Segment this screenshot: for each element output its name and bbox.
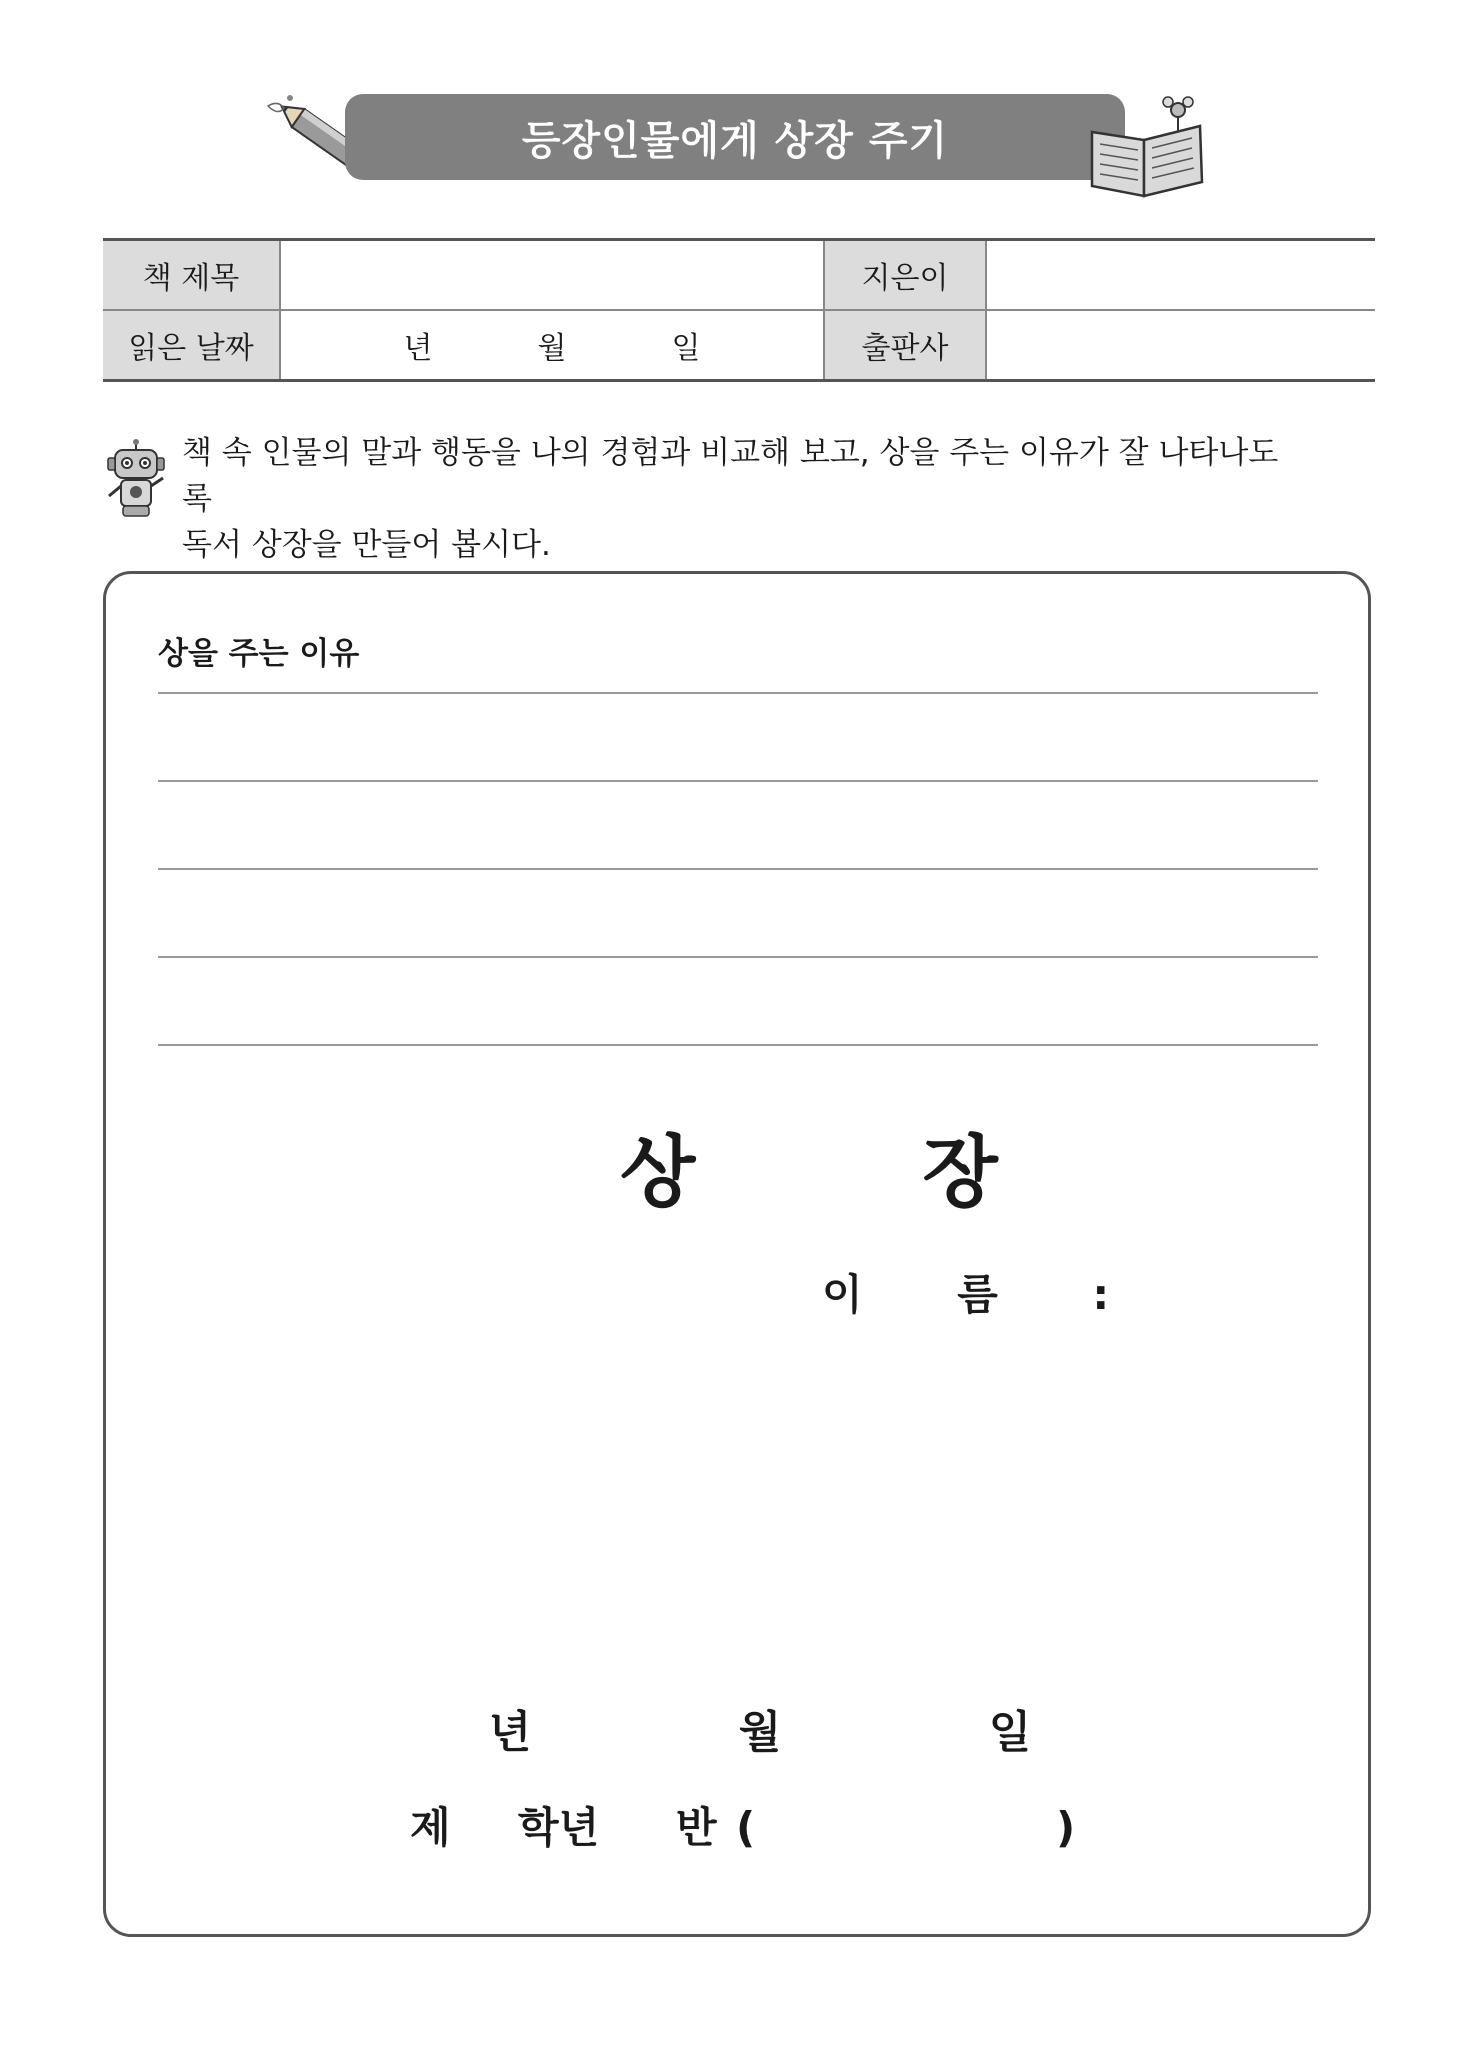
publisher-field[interactable] <box>986 310 1375 381</box>
class-unit: 반 <box>676 1803 717 1852</box>
reason-label: 상을 주는 이유 <box>158 636 360 672</box>
table-row <box>103 240 1375 311</box>
writing-line[interactable] <box>158 1044 1318 1046</box>
award-title: 상 장 <box>620 1128 1098 1218</box>
writing-line[interactable] <box>158 956 1318 958</box>
author-field[interactable] <box>986 240 1375 311</box>
writing-line[interactable] <box>158 780 1318 782</box>
month-unit: 월 <box>537 331 567 366</box>
writing-line[interactable] <box>158 868 1318 870</box>
award-date <box>480 1696 1040 1760</box>
writing-line[interactable] <box>158 692 1318 694</box>
award-day-unit: 일 <box>988 1707 1032 1758</box>
award-month-unit: 월 <box>738 1707 782 1758</box>
instruction-line-1: 책 속 인물의 말과 행동을 나의 경험과 비교해 보고, 상을 주는 이유가 잘 나타나도록 <box>182 435 1279 517</box>
instruction-text <box>182 430 1302 568</box>
award-class-line <box>410 1795 1075 1855</box>
read-date-field[interactable] <box>280 310 824 381</box>
name-label: 이 름 : <box>822 1270 1150 1319</box>
paren-open: ( <box>736 1803 756 1852</box>
award-year-unit: 년 <box>488 1707 532 1758</box>
year-unit: 년 <box>403 331 433 366</box>
book-title-label: 책 제목 <box>103 240 280 311</box>
open-book-icon <box>1082 92 1212 202</box>
book-info-table <box>103 238 1375 382</box>
table-row <box>103 310 1375 381</box>
class-prefix: 제 <box>410 1803 451 1852</box>
day-unit: 일 <box>671 331 701 366</box>
title-banner <box>345 94 1125 180</box>
page-title: 등장인물에게 상장 주기 <box>521 117 949 164</box>
book-title-field[interactable] <box>280 240 824 311</box>
grade-unit: 학년 <box>518 1803 600 1852</box>
author-label: 지은이 <box>824 240 986 311</box>
robot-icon <box>103 438 169 518</box>
read-date-label: 읽은 날짜 <box>103 310 280 381</box>
publisher-label: 출판사 <box>824 310 986 381</box>
paren-close: ) <box>1056 1803 1076 1852</box>
instruction-line-2: 독서 상장을 만들어 봅시다. <box>182 527 551 563</box>
